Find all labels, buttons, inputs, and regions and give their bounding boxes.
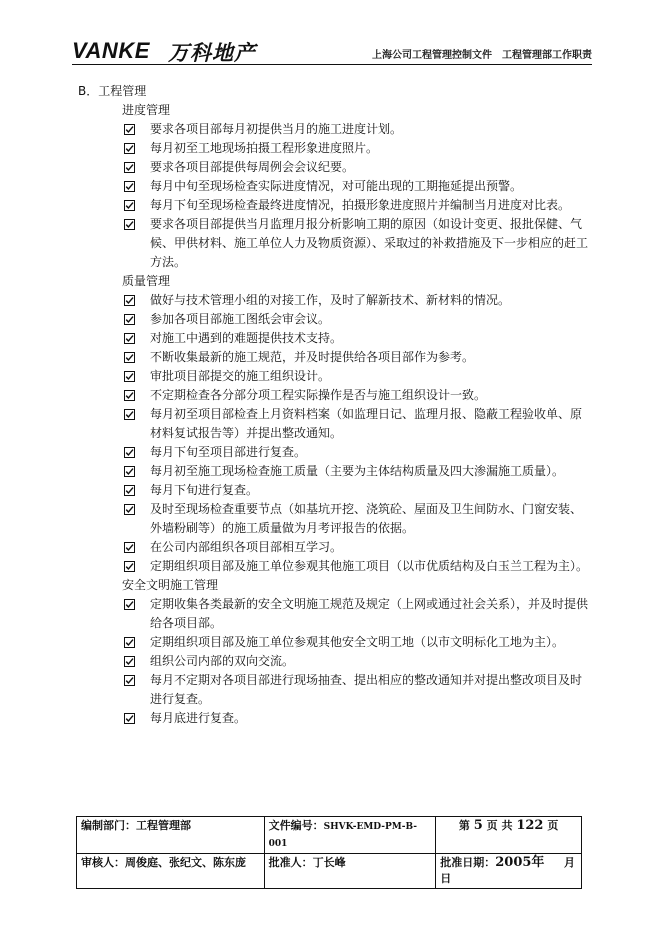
group-title-quality: 质量管理 — [122, 274, 171, 288]
checked-box-icon — [124, 462, 138, 481]
checklist-item — [122, 196, 592, 215]
checklist-item-text: 对施工中遇到的难题提供技术支持。 — [150, 331, 343, 345]
checklist-item — [122, 139, 592, 158]
checklist-item-text: 每月不定期对各项目部进行现场抽查、提出相应的整改通知并对提出整改项目及时进行复查。 — [150, 673, 583, 706]
checklist-item-text: 每月下旬至项目部进行复查。 — [150, 445, 307, 459]
checked-box-icon — [124, 709, 138, 728]
checklist-item — [122, 709, 592, 728]
checked-box-icon — [124, 329, 138, 348]
checked-box-icon — [124, 443, 138, 462]
checklist-item — [122, 500, 592, 538]
checklist-item-text: 每月初至施工现场检查施工质量（主要为主体结构质量及四大渗漏施工质量）。 — [150, 464, 565, 478]
checklist-item-text: 不断收集最新的施工规范，并及时提供给各项目部作为参考。 — [150, 350, 475, 364]
footer-page-prefix: 第 — [458, 819, 470, 832]
checklist-item-text: 审批项目部提交的施工组织设计。 — [150, 369, 331, 383]
footer-approver-cell — [264, 854, 436, 889]
checked-box-icon — [124, 367, 138, 386]
group-title-schedule: 进度管理 — [122, 103, 171, 117]
footer-page-total: 122 — [516, 818, 544, 833]
checked-box-icon — [124, 652, 138, 671]
checked-box-icon — [124, 139, 138, 158]
footer-reviewer-value: 周俊庭、张纪文、陈东庞 — [125, 856, 246, 869]
checked-box-icon — [124, 120, 138, 139]
safety-list — [76, 595, 592, 728]
document-body — [76, 82, 592, 728]
checklist-item — [122, 367, 592, 386]
checklist-item — [122, 595, 592, 633]
checked-box-icon — [124, 158, 138, 177]
footer-reviewer-cell — [77, 854, 265, 889]
footer-date-month: 月 — [564, 856, 575, 869]
footer-docno-label: 文件编号： — [268, 819, 324, 832]
footer-date-year: 2005年 — [495, 855, 545, 870]
checked-box-icon — [124, 538, 138, 557]
footer-docno-cell — [264, 817, 436, 854]
checked-box-icon — [124, 196, 138, 215]
checked-box-icon — [124, 310, 138, 329]
checklist-item — [122, 329, 592, 348]
checklist-item — [122, 557, 592, 576]
footer-approver-label: 批准人： — [268, 856, 313, 869]
vanke-logo-text: VANKE — [72, 38, 150, 63]
checklist-item-text: 及时至现场检查重要节点（如基坑开挖、浇筑砼、屋面及卫生间防水、门窗安装、外墙粉刷等）的施工质量做为月考评报告的依据。 — [150, 502, 583, 535]
footer-page-suffix: 页 — [547, 819, 559, 832]
checklist-item-text: 组织公司内部的双向交流。 — [150, 654, 295, 668]
footer-date-day: 日 — [440, 872, 452, 885]
footer-date-cell — [436, 854, 582, 889]
checklist-item-text: 不定期检查各分部分项工程实际操作是否与施工组织设计一致。 — [150, 388, 487, 402]
checklist-item — [122, 443, 592, 462]
checklist-item — [122, 652, 592, 671]
checked-box-icon — [124, 633, 138, 652]
checked-box-icon — [124, 405, 138, 424]
checked-box-icon — [124, 386, 138, 405]
checklist-item — [122, 158, 592, 177]
checked-box-icon — [124, 595, 138, 614]
checked-box-icon — [124, 500, 138, 519]
checked-box-icon — [124, 557, 138, 576]
footer-approver-value: 丁长峰 — [312, 856, 346, 869]
footer-docno-value: SHVK-EMD-PM-B-001 — [268, 822, 417, 849]
checklist-item-text: 每月底进行复查。 — [150, 711, 247, 725]
checklist-item-text: 要求各项目部提供每周例会会议纪要。 — [150, 160, 355, 174]
checked-box-icon — [124, 177, 138, 196]
checklist-item — [122, 405, 592, 443]
footer-page-current: 5 — [473, 818, 483, 833]
footer-date-label: 批准日期： — [440, 856, 496, 869]
checklist-item-text: 每月中旬至现场检查实际进度情况，对可能出现的工期拖延提出预警。 — [150, 179, 523, 193]
document-footer-table — [76, 816, 582, 889]
checklist-item-text: 每月初至工地现场拍摄工程形象进度照片。 — [150, 141, 379, 155]
checklist-item — [122, 120, 592, 139]
checked-box-icon — [124, 291, 138, 310]
checked-box-icon — [124, 481, 138, 500]
checklist-item-text: 定期组织项目部及施工单位参观其他安全文明工地（以市文明标化工地为主）。 — [150, 635, 565, 649]
checklist-item-text: 每月下旬至现场检查最终进度情况，拍摄形象进度照片并编制当月进度对比表。 — [150, 198, 571, 212]
section-title: B．工程管理 — [78, 84, 147, 98]
footer-dept-value: 工程管理部 — [136, 819, 191, 832]
checklist-item-text: 定期组织项目部及施工单位参观其他施工项目（以市优质结构及白玉兰工程为主）。 — [150, 559, 589, 573]
checklist-item-text: 要求各项目部每月初提供当月的施工进度计划。 — [150, 122, 403, 136]
footer-page-cell — [436, 817, 582, 854]
footer-dept-label: 编制部门： — [81, 819, 136, 832]
checklist-item-text: 要求各项目部提供当月监理月报分析影响工期的原因（如设计变更、报批保健、气候、甲供材料、施工单位人力及物质资源）、采取过的补救措施及下一步相应的赶工方法。 — [150, 217, 589, 269]
checklist-item-text: 每月下旬进行复查。 — [150, 483, 259, 497]
footer-dept-cell — [77, 817, 265, 854]
vanke-logo-chinese: 万科地产 — [168, 41, 256, 65]
schedule-list — [76, 120, 592, 272]
checklist-item-text: 定期收集各类最新的安全文明施工规范及规定（上网或通过社会关系），并及时提供给各项目部。 — [150, 597, 589, 630]
checklist-item — [122, 215, 592, 272]
document-title: 上海公司工程管理控制文件 工程管理部工作职责 — [372, 50, 592, 61]
checked-box-icon — [124, 215, 138, 234]
checklist-item-text: 做好与技术管理小组的对接工作，及时了解新技术、新材料的情况。 — [150, 293, 511, 307]
page-header — [72, 38, 592, 65]
checklist-item — [122, 177, 592, 196]
checklist-item — [122, 348, 592, 367]
checklist-item — [122, 462, 592, 481]
footer-page-mid: 页 共 — [486, 819, 513, 832]
checklist-item — [122, 671, 592, 709]
checklist-item — [122, 633, 592, 652]
checklist-item — [122, 481, 592, 500]
checklist-item-text: 在公司内部组织各项目部相互学习。 — [150, 540, 343, 554]
group-title-safety: 安全文明施工管理 — [122, 578, 219, 592]
checked-box-icon — [124, 348, 138, 367]
quality-list — [76, 291, 592, 576]
checklist-item-text: 每月初至项目部检查上月资料档案（如监理日记、监理月报、隐蔽工程验收单、原材料复试报告等）并提出整改通知。 — [150, 407, 583, 440]
checklist-item — [122, 386, 592, 405]
checklist-item — [122, 310, 592, 329]
header-divider — [72, 64, 592, 65]
checked-box-icon — [124, 671, 138, 690]
checklist-item — [122, 291, 592, 310]
checklist-item — [122, 538, 592, 557]
footer-reviewer-label: 审核人： — [81, 856, 125, 869]
checklist-item-text: 参加各项目部施工图纸会审会议。 — [150, 312, 331, 326]
